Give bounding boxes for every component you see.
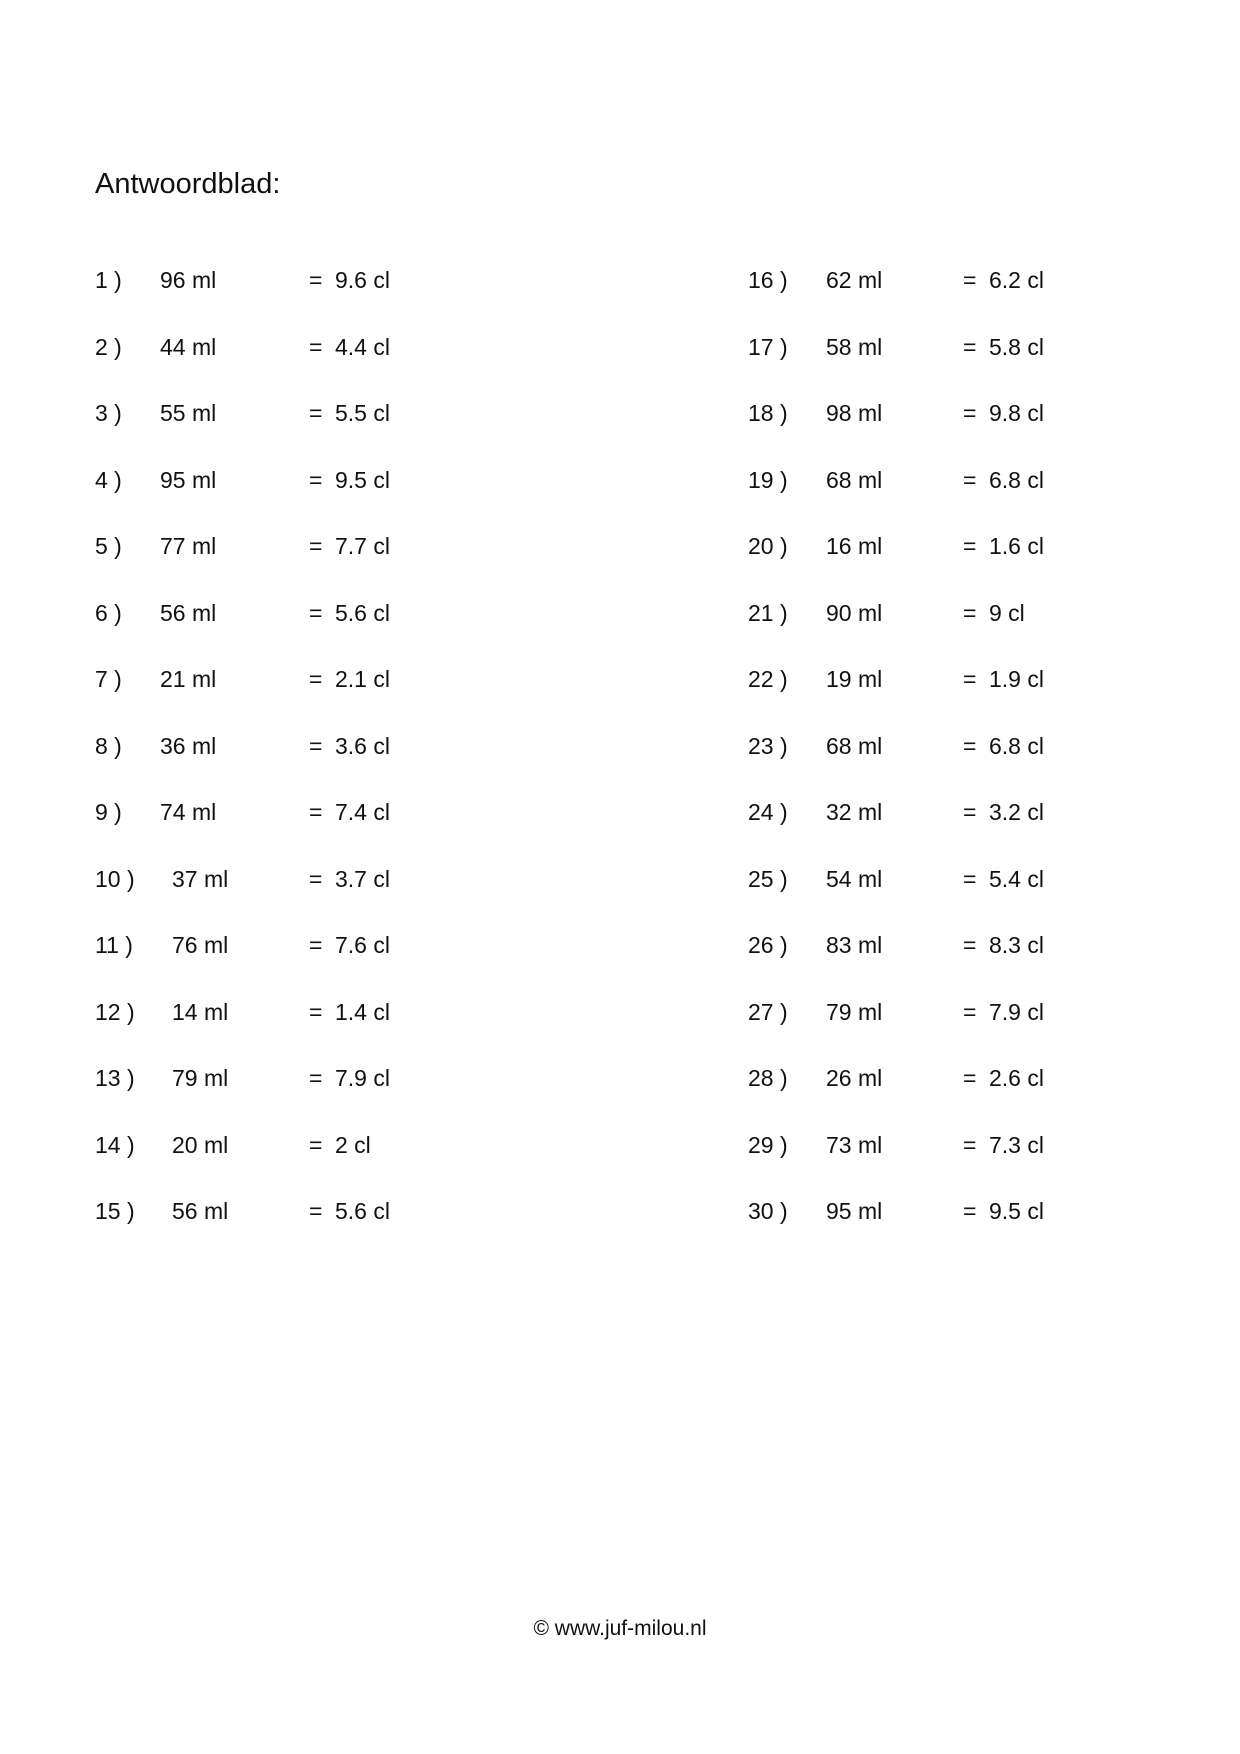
answer-number: 22 ): [748, 666, 788, 692]
answer-row: [95, 798, 515, 865]
equals-sign: =: [309, 400, 323, 426]
equals-sign: =: [309, 533, 323, 559]
answer-cl: 3.6 cl: [335, 732, 390, 759]
answer-ml: 76 ml: [172, 932, 229, 958]
answer-number: 5 ): [95, 533, 122, 559]
answer-ml: 37 ml: [172, 865, 229, 892]
answer-row: [748, 798, 1168, 865]
answer-cl: 5.4 cl: [989, 865, 1044, 892]
answer-cl: 2 cl: [335, 1131, 371, 1158]
answer-ml: 26 ml: [826, 1065, 883, 1091]
answer-number: 15 ): [95, 1198, 135, 1224]
equals-sign: =: [963, 998, 977, 1025]
equals-sign: =: [963, 1131, 977, 1158]
answer-ml: 36 ml: [160, 732, 217, 759]
answer-number: 29 ): [748, 1131, 788, 1158]
answer-ml: 79 ml: [172, 1065, 229, 1091]
answer-number: 19 ): [748, 466, 788, 493]
answer-cl: 1.4 cl: [335, 998, 390, 1025]
equals-sign: =: [309, 666, 323, 692]
answer-number: 7 ): [95, 666, 122, 692]
answer-cl: 3.7 cl: [335, 865, 390, 892]
answer-cl: 3.2 cl: [989, 799, 1044, 825]
answer-ml: 56 ml: [172, 1198, 229, 1224]
answer-row: [748, 865, 1168, 932]
answer-row: [95, 1197, 515, 1264]
equals-sign: =: [963, 466, 977, 493]
answer-ml: 83 ml: [826, 932, 883, 958]
answer-row: [95, 732, 515, 799]
equals-sign: =: [963, 799, 977, 825]
equals-sign: =: [309, 267, 323, 293]
answer-row: [748, 665, 1168, 732]
answer-row: [748, 931, 1168, 998]
equals-sign: =: [309, 732, 323, 759]
answer-cl: 9.5 cl: [989, 1198, 1044, 1224]
equals-sign: =: [963, 1198, 977, 1224]
equals-sign: =: [963, 533, 977, 559]
equals-sign: =: [963, 1065, 977, 1091]
answer-number: 27 ): [748, 998, 788, 1025]
answer-number: 23 ): [748, 732, 788, 759]
answer-number: 2 ): [95, 333, 122, 360]
equals-sign: =: [963, 732, 977, 759]
equals-sign: =: [309, 998, 323, 1025]
answer-cl: 9 cl: [989, 599, 1025, 626]
equals-sign: =: [963, 666, 977, 692]
answer-column-right: [748, 266, 1168, 1264]
answer-ml: 32 ml: [826, 799, 883, 825]
answer-cl: 7.9 cl: [989, 998, 1044, 1025]
equals-sign: =: [309, 1065, 323, 1091]
answer-row: [748, 732, 1168, 799]
answer-number: 1 ): [95, 267, 122, 293]
answer-number: 25 ): [748, 865, 788, 892]
answer-ml: 21 ml: [160, 666, 217, 692]
answer-number: 8 ): [95, 732, 122, 759]
answer-cl: 7.9 cl: [335, 1065, 390, 1091]
equals-sign: =: [963, 267, 977, 293]
answer-ml: 98 ml: [826, 400, 883, 426]
answer-number: 6 ): [95, 599, 122, 626]
equals-sign: =: [963, 932, 977, 958]
answer-number: 28 ): [748, 1065, 788, 1091]
answer-cl: 7.6 cl: [335, 932, 390, 958]
answer-number: 30 ): [748, 1198, 788, 1224]
answer-number: 9 ): [95, 799, 122, 825]
answer-row: [748, 532, 1168, 599]
answer-cl: 2.1 cl: [335, 666, 390, 692]
answer-number: 26 ): [748, 932, 788, 958]
answer-ml: 77 ml: [160, 533, 217, 559]
answer-cl: 7.4 cl: [335, 799, 390, 825]
answer-cl: 5.6 cl: [335, 599, 390, 626]
answer-cl: 9.5 cl: [335, 466, 390, 493]
answer-row: [748, 1131, 1168, 1198]
answer-number: 21 ): [748, 599, 788, 626]
answer-number: 18 ): [748, 400, 788, 426]
answer-row: [748, 1197, 1168, 1264]
answer-ml: 44 ml: [160, 333, 217, 360]
answer-row: [95, 998, 515, 1065]
equals-sign: =: [309, 1198, 323, 1224]
equals-sign: =: [309, 799, 323, 825]
answer-row: [95, 466, 515, 533]
answer-ml: 74 ml: [160, 799, 217, 825]
answer-cl: 5.6 cl: [335, 1198, 390, 1224]
answer-ml: 96 ml: [160, 267, 217, 293]
answer-column-left: [95, 266, 515, 1264]
answer-ml: 73 ml: [826, 1131, 883, 1158]
answer-ml: 56 ml: [160, 599, 217, 626]
answer-number: 14 ): [95, 1131, 135, 1158]
answer-ml: 14 ml: [172, 998, 229, 1025]
equals-sign: =: [309, 865, 323, 892]
copyright-footer: © www.juf-milou.nl: [533, 1617, 707, 1640]
answer-ml: 90 ml: [826, 599, 883, 626]
answer-row: [95, 865, 515, 932]
answer-row: [748, 1064, 1168, 1131]
answer-row: [748, 266, 1168, 333]
answer-number: 24 ): [748, 799, 788, 825]
answer-row: [95, 333, 515, 400]
equals-sign: =: [963, 865, 977, 892]
answer-cl: 8.3 cl: [989, 932, 1044, 958]
answer-cl: 2.6 cl: [989, 1065, 1044, 1091]
answer-ml: 95 ml: [160, 466, 217, 493]
equals-sign: =: [309, 466, 323, 493]
equals-sign: =: [309, 333, 323, 360]
answer-ml: 54 ml: [826, 865, 883, 892]
answer-ml: 62 ml: [826, 267, 883, 293]
answer-ml: 55 ml: [160, 400, 217, 426]
answer-cl: 1.9 cl: [989, 666, 1044, 692]
answer-row: [748, 333, 1168, 400]
answer-ml: 19 ml: [826, 666, 883, 692]
equals-sign: =: [963, 333, 977, 360]
answer-ml: 16 ml: [826, 533, 883, 559]
answer-row: [95, 532, 515, 599]
answer-row: [95, 665, 515, 732]
answer-number: 10 ): [95, 865, 135, 892]
answer-number: 12 ): [95, 998, 135, 1025]
equals-sign: =: [309, 1131, 323, 1158]
answer-ml: 58 ml: [826, 333, 883, 360]
equals-sign: =: [963, 400, 977, 426]
answer-row: [95, 266, 515, 333]
answer-cl: 5.5 cl: [335, 400, 390, 426]
answer-cl: 6.8 cl: [989, 732, 1044, 759]
answer-ml: 68 ml: [826, 732, 883, 759]
equals-sign: =: [309, 932, 323, 958]
answer-cl: 9.8 cl: [989, 400, 1044, 426]
answer-row: [748, 599, 1168, 666]
answer-row: [748, 466, 1168, 533]
answer-cl: 4.4 cl: [335, 333, 390, 360]
equals-sign: =: [963, 599, 977, 626]
answer-number: 17 ): [748, 333, 788, 360]
answer-ml: 95 ml: [826, 1198, 883, 1224]
answer-row: [748, 399, 1168, 466]
answer-cl: 6.2 cl: [989, 267, 1044, 293]
answer-cl: 9.6 cl: [335, 267, 390, 293]
answer-ml: 20 ml: [172, 1131, 229, 1158]
equals-sign: =: [309, 599, 323, 626]
answer-number: 16 ): [748, 267, 788, 293]
answer-number: 20 ): [748, 533, 788, 559]
answer-row: [748, 998, 1168, 1065]
answer-cl: 5.8 cl: [989, 333, 1044, 360]
answer-number: 4 ): [95, 466, 122, 493]
answer-row: [95, 1131, 515, 1198]
answer-row: [95, 1064, 515, 1131]
answer-cl: 7.3 cl: [989, 1131, 1044, 1158]
answer-row: [95, 399, 515, 466]
answer-number: 3 ): [95, 400, 122, 426]
answer-row: [95, 599, 515, 666]
answer-cl: 1.6 cl: [989, 533, 1044, 559]
page-title: Antwoordblad:: [95, 168, 281, 200]
answer-ml: 68 ml: [826, 466, 883, 493]
answer-row: [95, 931, 515, 998]
answer-number: 13 ): [95, 1065, 135, 1091]
answer-cl: 6.8 cl: [989, 466, 1044, 493]
answer-number: 11 ): [95, 932, 133, 958]
answer-cl: 7.7 cl: [335, 533, 390, 559]
answer-ml: 79 ml: [826, 998, 883, 1025]
